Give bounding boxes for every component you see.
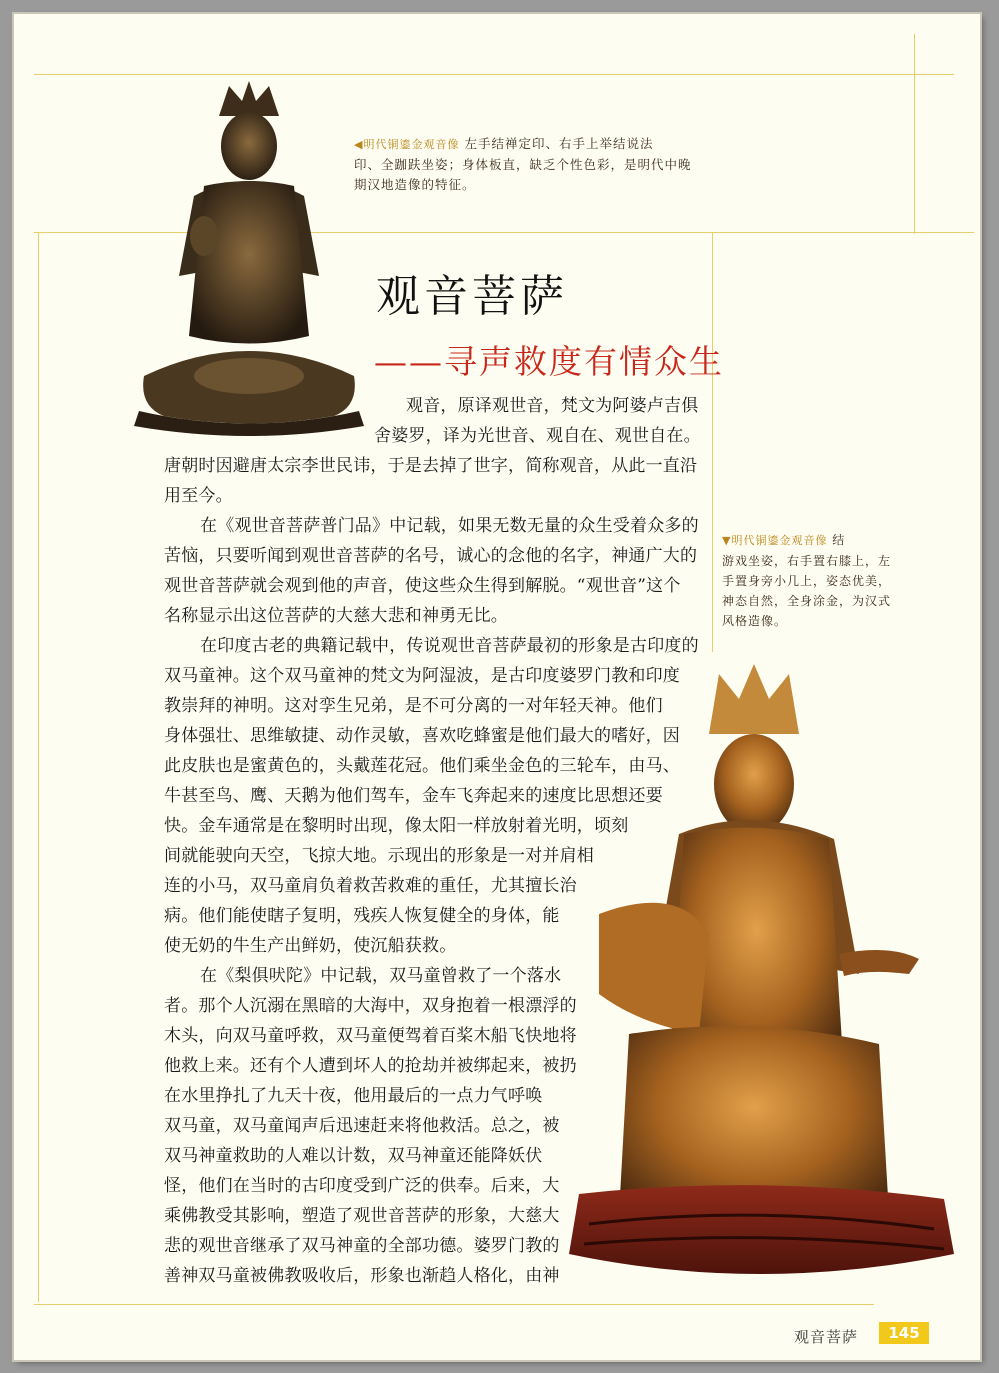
body-line: 怪，他们在当时的古印度受到广泛的供奉。后来，大 (164, 1176, 560, 1196)
caption-text: 期汉地造像的特征。 (354, 177, 476, 192)
caption-text: 印、全跏趺坐姿；身体板直，缺乏个性色彩，是明代中晚 (354, 157, 692, 172)
body-line: 快。金车通常是在黎明时出现，像太阳一样放射着光明，顷刻 (164, 816, 629, 836)
body-line: 用至今。 (164, 486, 233, 506)
body-line: 双马神童救助的人难以计数，双马神童还能降妖伏 (164, 1146, 543, 1166)
body-line: 善神双马童被佛教吸收后，形象也渐趋人格化，由神 (164, 1266, 560, 1286)
caption-lead: ▼明代铜鎏金观音像 (722, 534, 828, 547)
body-line: 教崇拜的神明。这对孪生兄弟，是不可分离的一对年轻天神。他们 (164, 696, 663, 716)
body-line: 使无奶的牛生产出鲜奶，使沉船获救。 (164, 936, 457, 956)
body-line: 病。他们能使瞎子复明，残疾人恢复健全的身体，能 (164, 906, 560, 926)
gilded-statue-image (559, 654, 959, 1294)
body-line: 者。那个人沉溺在黑暗的大海中，双身抱着一根漂浮的 (164, 996, 577, 1016)
top-rule (34, 74, 954, 75)
body-line: 牛甚至鸟、鹰、天鹅为他们驾车，金车飞奔起来的速度比思想还要 (164, 786, 663, 806)
body-line: 在印度古老的典籍记载中，传说观世音菩萨最初的形象是古印度的 (200, 636, 699, 656)
bronze-statue-image (124, 76, 374, 436)
body-line: 连的小马，双马童肩负着救苦救难的重任，尤其擅长治 (164, 876, 577, 896)
page-number: 145 (879, 1322, 929, 1344)
body-line: 乘佛教受其影响，塑造了观世音菩萨的形象，大慈大 (164, 1206, 560, 1226)
body-line: 唐朝时因避唐太宗李世民讳，于是去掉了世字，简称观音，从此一直沿 (164, 456, 698, 476)
caption-text: 结 (832, 533, 846, 547)
body-line: 木头，向双马童呼救，双马童便驾着百桨木船飞快地将 (164, 1026, 577, 1046)
bottom-rule (34, 1304, 874, 1305)
body-line: 名称显示出这位菩萨的大慈大悲和神勇无比。 (164, 606, 508, 626)
book-page (14, 14, 980, 1360)
right-column-rule (712, 232, 713, 652)
body-line: 身体强壮、思维敏捷、动作灵敏，喜欢吃蜂蜜是他们最大的嗜好，因 (164, 726, 680, 746)
body-line: 观音，原译观世音，梵文为阿婆卢吉俱 (406, 396, 699, 416)
top-image-caption (354, 134, 754, 195)
body-line: 在《观世音菩萨普门品》中记载，如果无数无量的众生受着众多的 (200, 516, 699, 536)
body-line: 在水里挣扎了九天十夜，他用最后的一点力气呼唤 (164, 1086, 543, 1106)
body-line: 此皮肤也是蜜黄色的，头戴莲花冠。他们乘坐金色的三轮车，由马、 (164, 756, 680, 776)
page-title: 观音菩萨 (376, 271, 568, 322)
body-line: 间就能驶向天空，飞掠大地。示现出的形象是一对并肩相 (164, 846, 594, 866)
body-line: 在《梨俱吠陀》中记载，双马童曾救了一个落水 (200, 966, 562, 986)
body-line: 双马童神。这个双马童神的梵文为阿湿波，是古印度婆罗门教和印度 (164, 666, 680, 686)
caption-lead: ◀明代铜鎏金观音像 (354, 138, 460, 151)
left-margin-rule (38, 232, 39, 1302)
page-subtitle: ——寻声救度有情众生 (374, 342, 724, 381)
body-line: 舍婆罗，译为光世音、观自在、观世自在。 (374, 426, 701, 446)
caption-text: 游戏坐姿，右手置右膝上，左 (722, 554, 892, 568)
body-line: 他救上来。还有个人遭到坏人的抢劫并被绑起来，被扔 (164, 1056, 577, 1076)
caption-text: 左手结禅定印、右手上举结说法 (464, 136, 654, 151)
body-line: 双马童，双马童闻声后迅速赶来将他救活。总之，被 (164, 1116, 560, 1136)
body-line: 观世音菩萨就会观到他的声音，使这些众生得到解脱。“观世音”这个 (164, 576, 681, 596)
top-right-rule (914, 34, 915, 234)
running-footer-label: 观音菩萨 (794, 1328, 859, 1346)
caption-text: 手置身旁小几上，姿态优美， (722, 574, 892, 588)
caption-text: 风格造像。 (722, 614, 788, 628)
body-line: 苦恼，只要听闻到观世音菩萨的名号，诚心的念他的名字，神通广大的 (164, 546, 698, 566)
right-image-caption (722, 530, 952, 631)
caption-text: 神态自然，全身涂金，为汉式 (722, 594, 892, 608)
body-line: 悲的观世音继承了双马神童的全部功德。婆罗门教的 (164, 1236, 560, 1256)
